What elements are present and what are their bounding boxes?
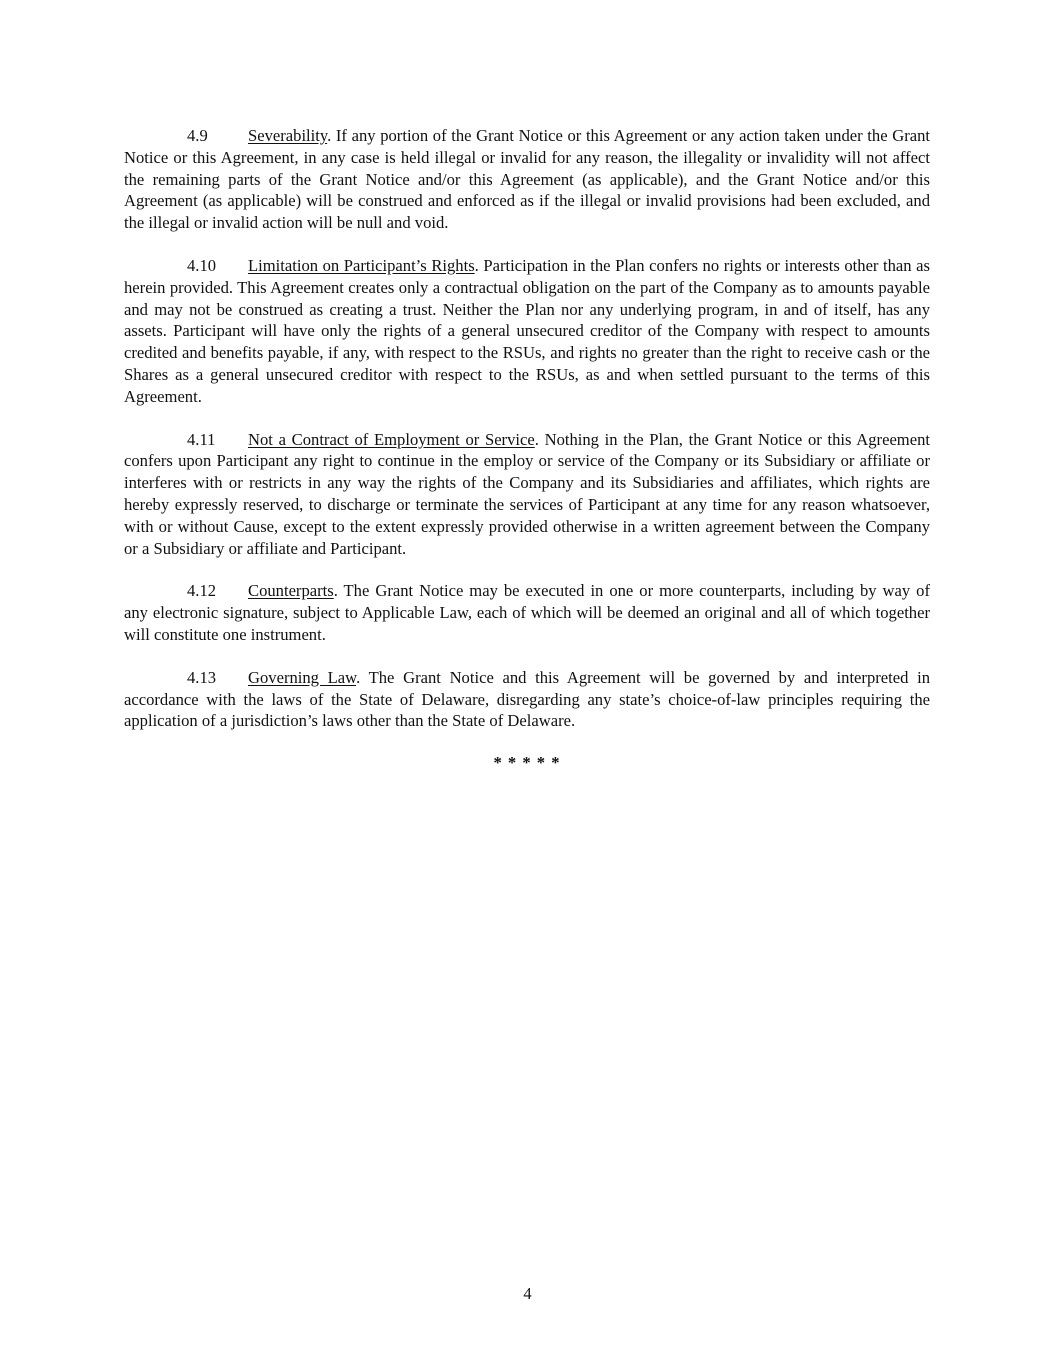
section-number: 4.13 — [187, 667, 217, 687]
section-text: . Participation in the Plan confers no rights or interests other than as herein provided. This Agreement creates only a contractual obligation on the part of the Company as to amounts payable and may not be construed as creating a trust. Neither the Plan nor any underlying program, in and of itself, has any assets. Participant will have only the rights of a general unsecured creditor of the Company with respect to amounts credited and benefits payable, if any, with respect to the RSUs, and rights no greater than the right to receive cash or the Shares as a general unsecured creditor with respect to the RSUs, as and when settled pursuant to the terms of this Agreement. — [124, 255, 930, 406]
section-text: . If any portion of the Grant Notice or this Agreement or any action taken under the Grant Notice or this Agreement, in any case is held illegal or invalid for any reason, the illegality or invalidity will not affect the remaining parts of the Grant Notice and/or this Agreement (as applicable), and the Grant Notice and/or this Agreement (as applicable) will be construed and enforced as if the illegal or invalid provisions had been excluded, and the illegal or invalid action will be null and void. — [124, 126, 930, 233]
section-4-12 — [124, 580, 930, 645]
section-heading: Severability — [248, 126, 328, 145]
section-heading: Governing Law — [248, 667, 357, 687]
end-separator: * * * * * — [493, 753, 561, 773]
page-number: 4 — [523, 1284, 532, 1303]
section-heading: Not a Contract of Employment or Service — [248, 429, 535, 449]
section-text: . The Grant Notice may be executed in one or more counterparts, including by way of any electronic signature, subject to Applicable Law, each of which will be deemed an original and all of which together will constitute one instrument. — [124, 581, 930, 644]
section-4-9 — [124, 125, 930, 234]
section-number: 4.11 — [187, 429, 216, 449]
document-page — [124, 125, 930, 773]
section-4-11 — [124, 429, 930, 560]
section-text: . Nothing in the Plan, the Grant Notice or this Agreement confers upon Participant any right to continue in the employ or service of the Company or its Subsidiary or affiliate or interferes with or restricts in any way the rights of the Company and its Subsidiaries and affiliates, which rights are hereby expressly reserved, to discharge or terminate the services of Participant at any time for any reason whatsoever, with or without Cause, except to the extent expressly provided otherwise in a written agreement between the Company or a Subsidiary or affiliate and Participant. — [124, 429, 930, 558]
section-number: 4.12 — [187, 581, 217, 601]
section-number: 4.10 — [187, 255, 217, 275]
section-number: 4.9 — [187, 126, 208, 145]
section-heading: Limitation on Participant’s Rights — [248, 255, 475, 275]
section-text: . The Grant Notice and this Agreement will be governed by and interpreted in accordance with the laws of the State of Delaware, disregarding any state’s choice-of-law principles requiring the application of a jurisdiction’s laws other than the State of Delaware. — [124, 667, 930, 731]
section-4-13 — [124, 667, 930, 732]
section-4-10 — [124, 255, 930, 408]
section-heading: Counterparts — [248, 581, 334, 601]
